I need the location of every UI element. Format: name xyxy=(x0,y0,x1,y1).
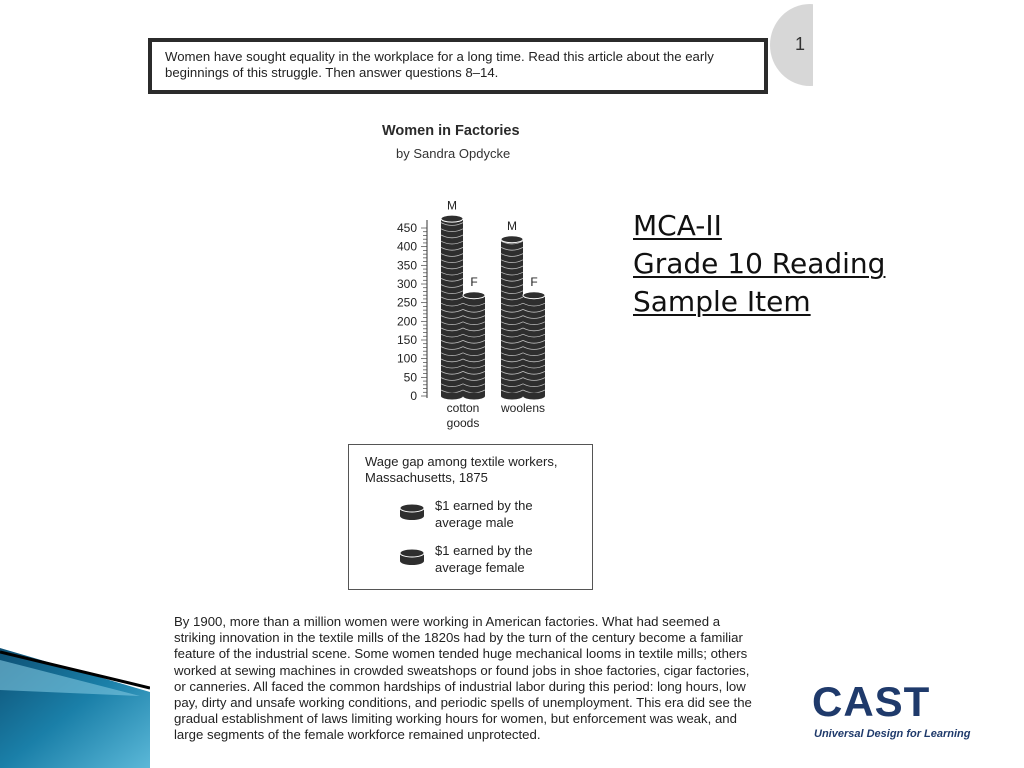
legend-male-line-1: $1 earned by the xyxy=(435,498,533,513)
slide-heading-line-1: MCA-II xyxy=(633,209,722,242)
coin-stack-base xyxy=(501,393,523,400)
legend-male-label xyxy=(435,497,575,531)
coin-stack-base xyxy=(463,393,485,400)
instructions-text: Women have sought equality in the workplace for a long time. Read this article about the early beginnings of this struggle. Then answer questions 8–14. xyxy=(165,49,714,80)
coin-stack-bar xyxy=(523,295,545,396)
y-tick-label: 200 xyxy=(396,314,417,329)
y-tick-label: 300 xyxy=(396,277,417,291)
wage-gap-chart-svg xyxy=(355,196,595,436)
slide-number: 1 xyxy=(795,34,806,54)
legend-female-line-2: average female xyxy=(435,560,525,575)
article-body: By 1900, more than a million women were working in American factories. What had seemed a striking innovation in the textile mills of the 1820s had by the turn of the century become a familiar feature of the industrial scene. Some women tended huge mechanical looms in textile mills; others worked at sewing machines in crowded sweatshops or found jobs in shoe factories, cigar factories, or canneries. All faced the common hardships of industrial labor during this period: long hours, low pay, dirty and unsafe working conditions, and periodic spells of unemployment. This era did see the gradual establishment of laws limiting working hours for women, but enforcement was weak, and large segments of the female workforce remained unprotected. xyxy=(174,614,752,743)
legend-title: Wage gap among textile workers, Massachusetts, 1875 xyxy=(365,454,558,485)
series-label: M xyxy=(447,198,457,213)
legend-male-line-2: average male xyxy=(435,515,514,530)
y-tick-label: 0 xyxy=(410,389,417,403)
y-tick-label: 150 xyxy=(396,333,417,347)
category-label: woolens xyxy=(500,401,546,415)
y-tick-label: 400 xyxy=(396,239,417,254)
y-tick-label: 100 xyxy=(396,351,417,366)
article-title: Women in Factories xyxy=(382,123,520,139)
coin-stack-top xyxy=(441,215,463,222)
legend-female-line-1: $1 earned by the xyxy=(435,543,533,558)
cast-logo-word: CAST xyxy=(812,678,931,725)
legend-female-label xyxy=(435,542,575,576)
series-label: F xyxy=(530,275,538,290)
cast-logo-tagline: Universal Design for Learning xyxy=(814,728,971,740)
coin-stack-base xyxy=(523,393,545,400)
coin-stack-base xyxy=(441,393,463,400)
series-label: M xyxy=(507,219,517,234)
chart-legend xyxy=(348,444,593,590)
article-byline: by Sandra Opdycke xyxy=(396,146,511,161)
y-tick-label: 50 xyxy=(403,370,417,385)
y-tick-label: 250 xyxy=(396,295,417,310)
decorative-wave-graphic xyxy=(0,630,150,768)
coin-stack-top xyxy=(501,236,523,243)
slide-heading-line-2: Grade 10 Reading xyxy=(633,247,886,280)
coin-stack-top xyxy=(463,292,485,299)
coin-icon xyxy=(399,503,425,521)
series-label: F xyxy=(470,275,478,290)
coin-stack-bar xyxy=(441,219,463,396)
wage-gap-chart xyxy=(355,196,595,436)
slide-number-tab-mask xyxy=(813,0,873,100)
coin-icon xyxy=(399,548,425,566)
slide-heading-line-3: Sample Item xyxy=(633,285,811,318)
cast-logo xyxy=(812,680,982,744)
y-tick-label: 350 xyxy=(396,258,417,273)
coin-stack-bar xyxy=(463,295,485,396)
category-label: cotton xyxy=(446,401,480,415)
instructions-box xyxy=(148,38,768,94)
coin-stack-top xyxy=(523,292,545,299)
y-tick-label: 450 xyxy=(396,221,417,235)
category-label: goods xyxy=(446,416,480,430)
slide-heading xyxy=(633,207,885,321)
